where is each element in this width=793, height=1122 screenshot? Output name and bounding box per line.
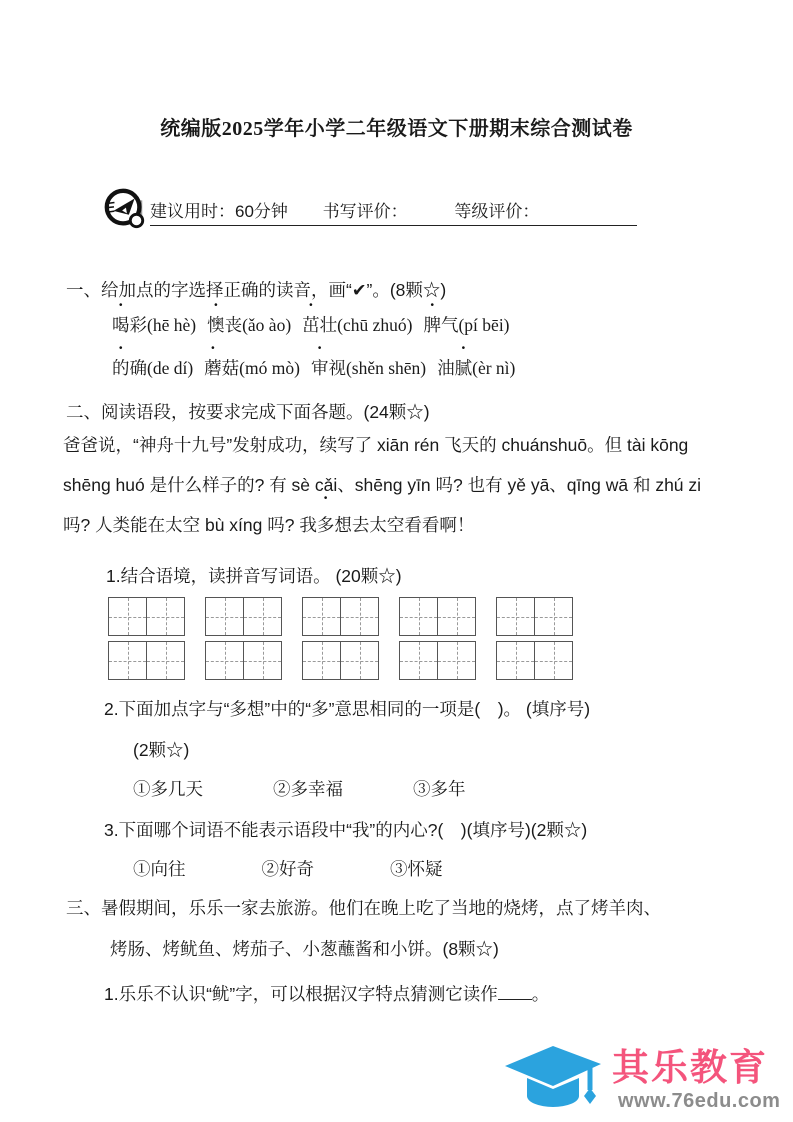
q3-1-line: 1.乐乐不认识“鱿”字，可以根据汉字特点猜测它读作 。 <box>104 984 550 1004</box>
option-item: ①多几天 <box>133 779 203 799</box>
tianzige-cell[interactable] <box>437 598 475 635</box>
suggested-time-label: 建议用时：60分钟 <box>150 202 288 221</box>
passage-line: shēng huó 是什么样子的? 有 sè cǎi、shēng yīn 吗? 也有 yě yā、qīng wā 和 zhú zi <box>63 475 702 495</box>
option-item: ③怀疑 <box>390 859 443 879</box>
q2-3-heading: 3.下面哪个词语不能表示语段中“我”的内心?( )(填序号)(2颗☆) <box>104 820 588 840</box>
tianzige-cell[interactable] <box>400 642 437 679</box>
page-title: 统编版2025学年小学二年级语文下册期末综合测试卷 <box>160 118 633 140</box>
word-item: 喝彩(hē hè) <box>112 315 197 335</box>
tianzige-cell[interactable] <box>497 642 534 679</box>
tianzige-cell[interactable] <box>109 642 146 679</box>
logo-website-url[interactable]: www.76edu.com <box>618 1090 781 1112</box>
option-item: ②好奇 <box>261 859 314 879</box>
q2-2-heading: 2.下面加点字与“多想”中的“多”意思相同的一项是( )。 (填序号) <box>104 699 591 719</box>
q2-3-options <box>133 856 519 881</box>
tianzige-cell[interactable] <box>497 598 534 635</box>
tianzige-cell[interactable] <box>534 642 572 679</box>
section1-word-row-1 <box>112 312 510 337</box>
tianzige-cell[interactable] <box>243 642 281 679</box>
option-item: ①向往 <box>133 859 186 879</box>
tianzige-cell[interactable] <box>303 598 340 635</box>
meta-underline-row <box>150 197 637 226</box>
tianzige-grid <box>302 641 379 680</box>
tianzige-grid <box>108 597 185 636</box>
tianzige-cell[interactable] <box>400 598 437 635</box>
word-item: 茁壮(chū zhuó) <box>302 315 413 335</box>
reading-passage <box>63 425 731 545</box>
tianzige-grid <box>108 641 185 680</box>
word-item: 油腻(èr nì) <box>437 358 516 378</box>
section3-heading-line1: 三、暑假期间，乐乐一家去旅游。他们在晚上吃了当地的烧烤，点了烤羊肉、 <box>66 898 661 918</box>
tianzige-grid <box>302 597 379 636</box>
paper-plane-stamp-icon <box>102 186 148 232</box>
option-item: ②多幸福 <box>273 779 343 799</box>
passage-line: 爸爸说，“神舟十九号”发射成功，续写了 xiān rén 飞天的 chuánshuō。但 tài kōng <box>63 435 689 455</box>
tianzige-grid <box>205 641 282 680</box>
section1-word-row-2 <box>112 355 515 380</box>
passage-line: 吗? 人类能在太空 bù xíng 吗? 我多想去太空看看啊！ <box>63 515 475 535</box>
tianzige-grid <box>205 597 282 636</box>
section3-heading-line2: 烤肠、烤鱿鱼、烤茄子、小葱蘸酱和小饼。(8颗☆) <box>110 939 499 959</box>
section1-heading: 一、给加点的字选择正确的读音，画“✔”。(8颗☆) <box>66 280 447 300</box>
tianzige-cell[interactable] <box>340 598 378 635</box>
tianzige-cell[interactable] <box>437 642 475 679</box>
tianzige-grid <box>399 641 476 680</box>
tianzige-cell[interactable] <box>340 642 378 679</box>
handwriting-eval-label: 书写评价： <box>322 202 408 221</box>
pinyin-writing-grid-row-1 <box>108 597 573 636</box>
tianzige-cell[interactable] <box>243 598 281 635</box>
tianzige-grid <box>399 597 476 636</box>
word-item: 审视(shěn shēn) <box>310 358 427 378</box>
tianzige-cell[interactable] <box>109 598 146 635</box>
tianzige-cell[interactable] <box>206 642 243 679</box>
word-item: 的确(de dí) <box>112 358 194 378</box>
tianzige-cell[interactable] <box>534 598 572 635</box>
tianzige-cell[interactable] <box>303 642 340 679</box>
pinyin-writing-grid-row-2 <box>108 641 573 680</box>
tianzige-grid <box>496 597 573 636</box>
tianzige-cell[interactable] <box>206 598 243 635</box>
q2-1-heading: 1.结合语境，读拼音写词语。 (20颗☆) <box>106 566 402 586</box>
tianzige-cell[interactable] <box>146 598 184 635</box>
grade-eval-label: 等级评价： <box>454 202 540 221</box>
option-item: ③多年 <box>413 779 466 799</box>
q2-2-points: (2颗☆) <box>133 740 190 760</box>
answer-blank[interactable] <box>498 985 532 1000</box>
tianzige-grid <box>496 641 573 680</box>
q2-2-options <box>133 776 536 801</box>
word-item: 脾气(pí bēi) <box>423 315 510 335</box>
graduation-cap-icon <box>497 1038 609 1116</box>
meta-row <box>102 186 637 226</box>
word-item: 懊丧(ǎo ào) <box>207 315 292 335</box>
logo-brand-name: 其乐教育 <box>612 1047 768 1088</box>
word-item: 蘑菇(mó mò) <box>204 358 300 378</box>
tianzige-cell[interactable] <box>146 642 184 679</box>
section2-heading: 二、阅读语段，按要求完成下面各题。(24颗☆) <box>66 402 430 422</box>
